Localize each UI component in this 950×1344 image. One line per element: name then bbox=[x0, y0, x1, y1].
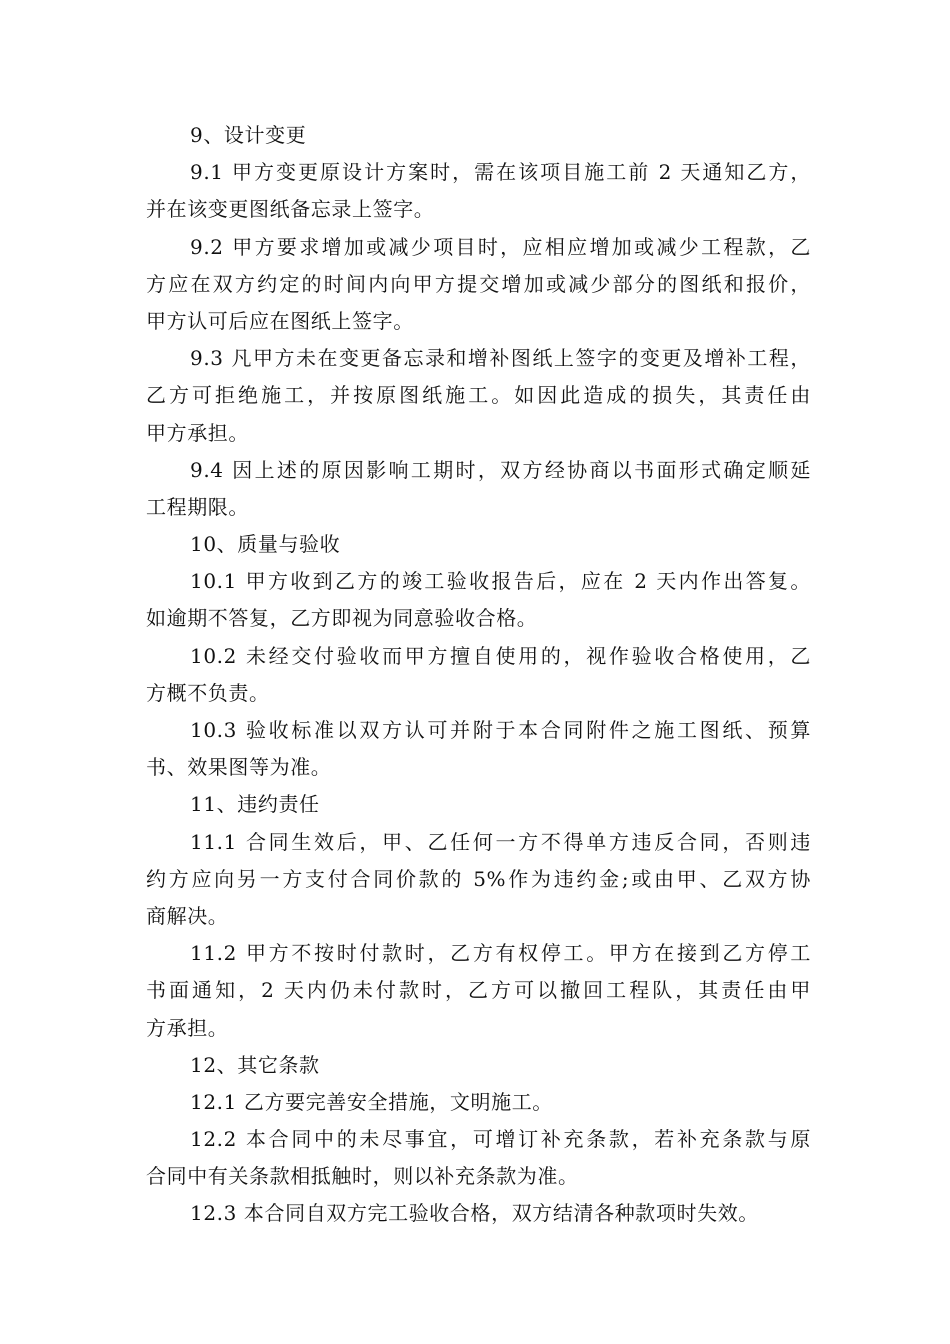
line-25: 方承担。 bbox=[146, 1015, 229, 1040]
line-19: 11、违约责任 bbox=[190, 792, 320, 817]
line-10: 9.4 因上述的原因影响工期时，双方经协商以书面形式确定顺延 bbox=[190, 457, 811, 482]
line-15: 10.2 未经交付验收而甲方擅自使用的，视作验收合格使用，乙 bbox=[190, 643, 811, 668]
line-24: 书面通知，2 天内仍未付款时，乙方可以撤回工程队，其责任由甲 bbox=[146, 978, 811, 1003]
line-09: 甲方承担。 bbox=[146, 420, 249, 445]
line-20: 11.1 合同生效后，甲、乙任何一方不得单方违反合同，否则违 bbox=[190, 829, 811, 854]
line-26: 12、其它条款 bbox=[190, 1052, 320, 1077]
line-05: 方应在双方约定的时间内向甲方提交增加或减少部分的图纸和报价， bbox=[146, 271, 811, 296]
line-18: 书、效果图等为准。 bbox=[146, 755, 332, 780]
line-28: 12.2 本合同中的未尽事宜，可增订补充条款，若补充条款与原 bbox=[190, 1127, 811, 1152]
line-29: 合同中有关条款相抵触时，则以补充条款为准。 bbox=[146, 1164, 579, 1189]
line-01: 9、设计变更 bbox=[190, 123, 307, 147]
line-03: 并在该变更图纸备忘录上签字。 bbox=[146, 197, 435, 222]
line-02: 9.1 甲方变更原设计方案时，需在该项目施工前 2 天通知乙方， bbox=[190, 160, 811, 185]
line-21: 约方应向另一方支付合同价款的 5%作为违约金;或由甲、乙双方协 bbox=[146, 866, 811, 891]
line-08: 乙方可拒绝施工，并按原图纸施工。如因此造成的损失，其责任由 bbox=[146, 383, 811, 408]
document-body bbox=[146, 117, 811, 1233]
line-27: 12.1 乙方要完善安全措施，文明施工。 bbox=[190, 1089, 553, 1114]
line-04: 9.2 甲方要求增加或减少项目时，应相应增加或减少工程款，乙 bbox=[190, 234, 811, 259]
line-13: 10.1 甲方收到乙方的竣工验收报告后，应在 2 天内作出答复。 bbox=[190, 569, 811, 594]
line-11: 工程期限。 bbox=[146, 494, 249, 519]
line-14: 如逾期不答复，乙方即视为同意验收合格。 bbox=[146, 606, 538, 631]
line-12: 10、质量与验收 bbox=[190, 532, 341, 557]
line-23: 11.2 甲方不按时付款时，乙方有权停工。甲方在接到乙方停工 bbox=[190, 941, 811, 966]
line-30: 12.3 本合同自双方完工验收合格，双方结清各种款项时失效。 bbox=[190, 1201, 759, 1226]
line-22: 商解决。 bbox=[146, 903, 229, 928]
line-06: 甲方认可后应在图纸上签字。 bbox=[146, 308, 414, 333]
line-17: 10.3 验收标准以双方认可并附于本合同附件之施工图纸、预算 bbox=[190, 718, 811, 742]
line-07: 9.3 凡甲方未在变更备忘录和增补图纸上签字的变更及增补工程， bbox=[190, 346, 811, 371]
line-16: 方概不负责。 bbox=[146, 680, 270, 705]
